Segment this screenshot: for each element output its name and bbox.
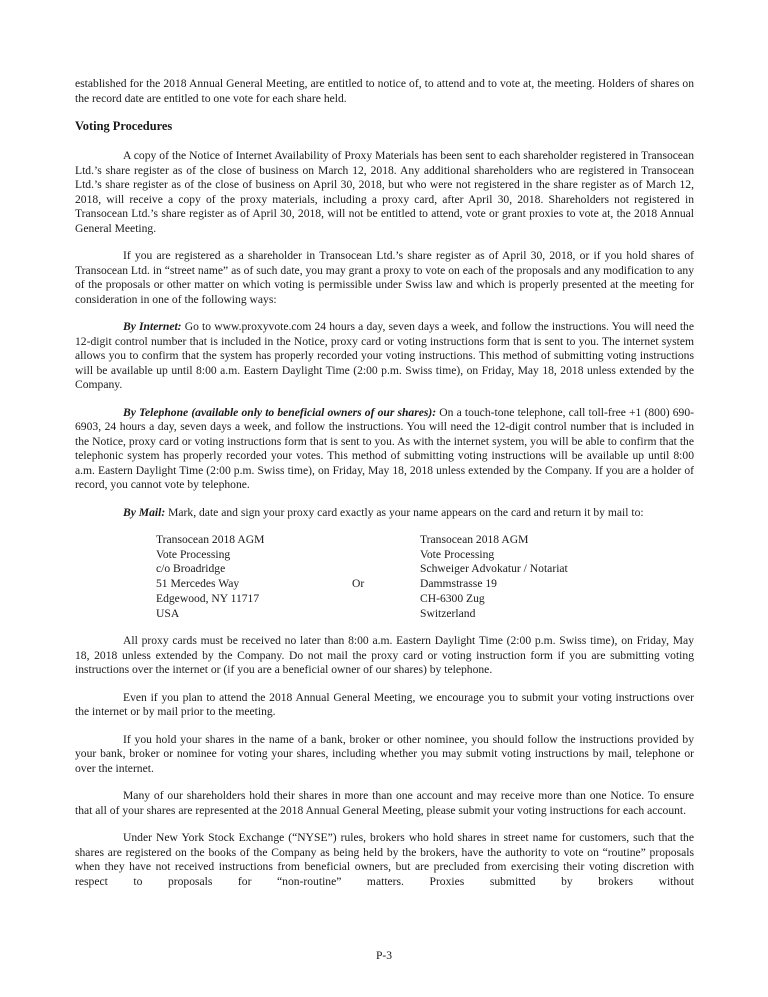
paragraph-attend-encourage: Even if you plan to attend the 2018 Annual General Meeting, we encourage you to submit your voting instructions over the internet or by mail prior to the meeting.: [75, 690, 694, 719]
address-line: Vote Processing: [420, 547, 495, 561]
paragraph-notice-availability: A copy of the Notice of Internet Availability of Proxy Materials has been sent to each shareholder registered in Transocean Ltd.’s share register as of the close of business on March 12, 2018. Any additional shareholders who are registered in Transocean Ltd.’s share register as of the close of business on April 30, 2018, but who were not registered in the share register as of March 12, 2018, will receive a copy of the proxy materials, including a proxy card, after April 30, 2018. Shareholders not registered in Transocean Ltd.’s share register as of April 30, 2018, will not be entitled to attend, vote or grant proxies to vote at, the 2018 Annual General Meeting.: [75, 149, 694, 235]
section-heading-voting-procedures: Voting Procedures: [75, 119, 173, 133]
by-mail-label: By Mail:: [123, 505, 166, 519]
paragraph-by-internet: [75, 320, 694, 393]
address-line: Transocean 2018 AGM: [420, 533, 529, 546]
by-mail-text: Mark, date and sign your proxy card exactly as your name appears on the card and return it by mail to:: [165, 505, 644, 519]
by-internet-text: Go to www.proxyvote.com 24 hours a day, seven days a week, and follow the instructions. You will need the 12-digit control number that is included in the Notice, proxy card or voting instructions form that is sent to you. The internet system allows you to confirm that the system has properly recorded your voting instructions. This method of submitting voting instructions will be available up until 8:00 a.m. Eastern Daylight Time (2:00 p.m. Swiss time), on Friday, May 18, 2018 unless extended by the Company.: [75, 320, 694, 391]
address-line: 51 Mercedes Way: [156, 577, 240, 591]
address-line: USA: [156, 606, 180, 620]
address-switzerland: [420, 533, 694, 621]
address-line: CH-6300 Zug: [420, 591, 485, 605]
paragraph-by-mail: [75, 506, 694, 521]
address-line: Schweiger Advokatur / Notariat: [420, 562, 568, 576]
paragraph-proxy-deadline: All proxy cards must be received no later than 8:00 a.m. Eastern Daylight Time (2:00 p.m. Swiss time), on Friday, May 18, 2018 unless extended by the Company. Do not mail the proxy card or voting instruction form if you are submitting voting instructions over the internet or (if you are a beneficial owner of our shares) by telephone.: [75, 634, 694, 677]
paragraph-multiple-accounts: Many of our shareholders hold their shares in more than one account and may receive more than one Notice. To ensure that all of your shares are represented at the 2018 Annual General Meeting, please submit your voting instructions for each account.: [75, 789, 694, 817]
page-number: P-3: [375, 948, 393, 962]
by-internet-label: By Internet:: [123, 320, 182, 333]
paragraph-by-telephone: [75, 406, 694, 493]
address-separator-label: Or: [352, 577, 365, 590]
paragraph-nyse-rules: Under New York Stock Exchange (“NYSE”) rules, brokers who hold shares in street name for customers, such that the shares are registered on the books of the Company as being held by the brokers, have the authority to vote on “routine” proposals when they have not received instructions from beneficial owners, but are precluded from exercising their voting discretion with respect to proposals for “non-routine” matters. Proxies submitted by brokers without: [75, 831, 694, 888]
address-line: Edgewood, NY 11717: [156, 591, 260, 605]
by-telephone-text: On a touch-tone telephone, call toll-free +1 (800) 690-6903, 24 hours a day, seven days a week, and follow the instructions. You will need the 12-digit control number that is included in the Notice, proxy card or voting instructions form that is sent to you. As with the internet system, you will be able to confirm that the telephonic system has properly recorded your votes. This method of submitting voting instructions will be available up until 8:00 a.m. Eastern Daylight Time (2:00 p.m. Swiss time), on Friday, May 18, 2018 unless extended by the Company. If you are a holder of record, you cannot vote by telephone.: [75, 405, 694, 491]
paragraph-continuation: established for the 2018 Annual General Meeting, are entitled to notice of, to attend and to vote at, the meeting. Holders of shares on the record date are entitled to one vote for each share held.: [75, 77, 694, 105]
address-line: c/o Broadridge: [156, 562, 226, 576]
paragraph-registered-shareholder: If you are registered as a shareholder in Transocean Ltd.’s share register as of April 30, 2018, or if you hold shares of Transocean Ltd. in “street name” as of such date, you may grant a proxy to vote on each of the proposals and any modification to any of the proposals or other matter on which voting is permissible under Swiss law and which is properly presented at the meeting for consideration in one of the following ways:: [75, 249, 694, 306]
address-line: Vote Processing: [156, 547, 231, 561]
address-us: [156, 533, 352, 621]
address-line: Dammstrasse 19: [420, 577, 497, 591]
paragraph-bank-broker: If you hold your shares in the name of a bank, broker or other nominee, you should follow the instructions provided by your bank, broker or nominee for voting your shares, including whether you may submit voting instructions by mail, telephone or over the internet.: [75, 732, 694, 775]
address-separator: [352, 533, 420, 621]
by-telephone-label: By Telephone (available only to beneficial owners of our shares):: [123, 405, 437, 419]
mailing-address-block: [156, 533, 694, 621]
address-line: Transocean 2018 AGM: [156, 533, 265, 546]
address-line: Switzerland: [420, 606, 476, 620]
